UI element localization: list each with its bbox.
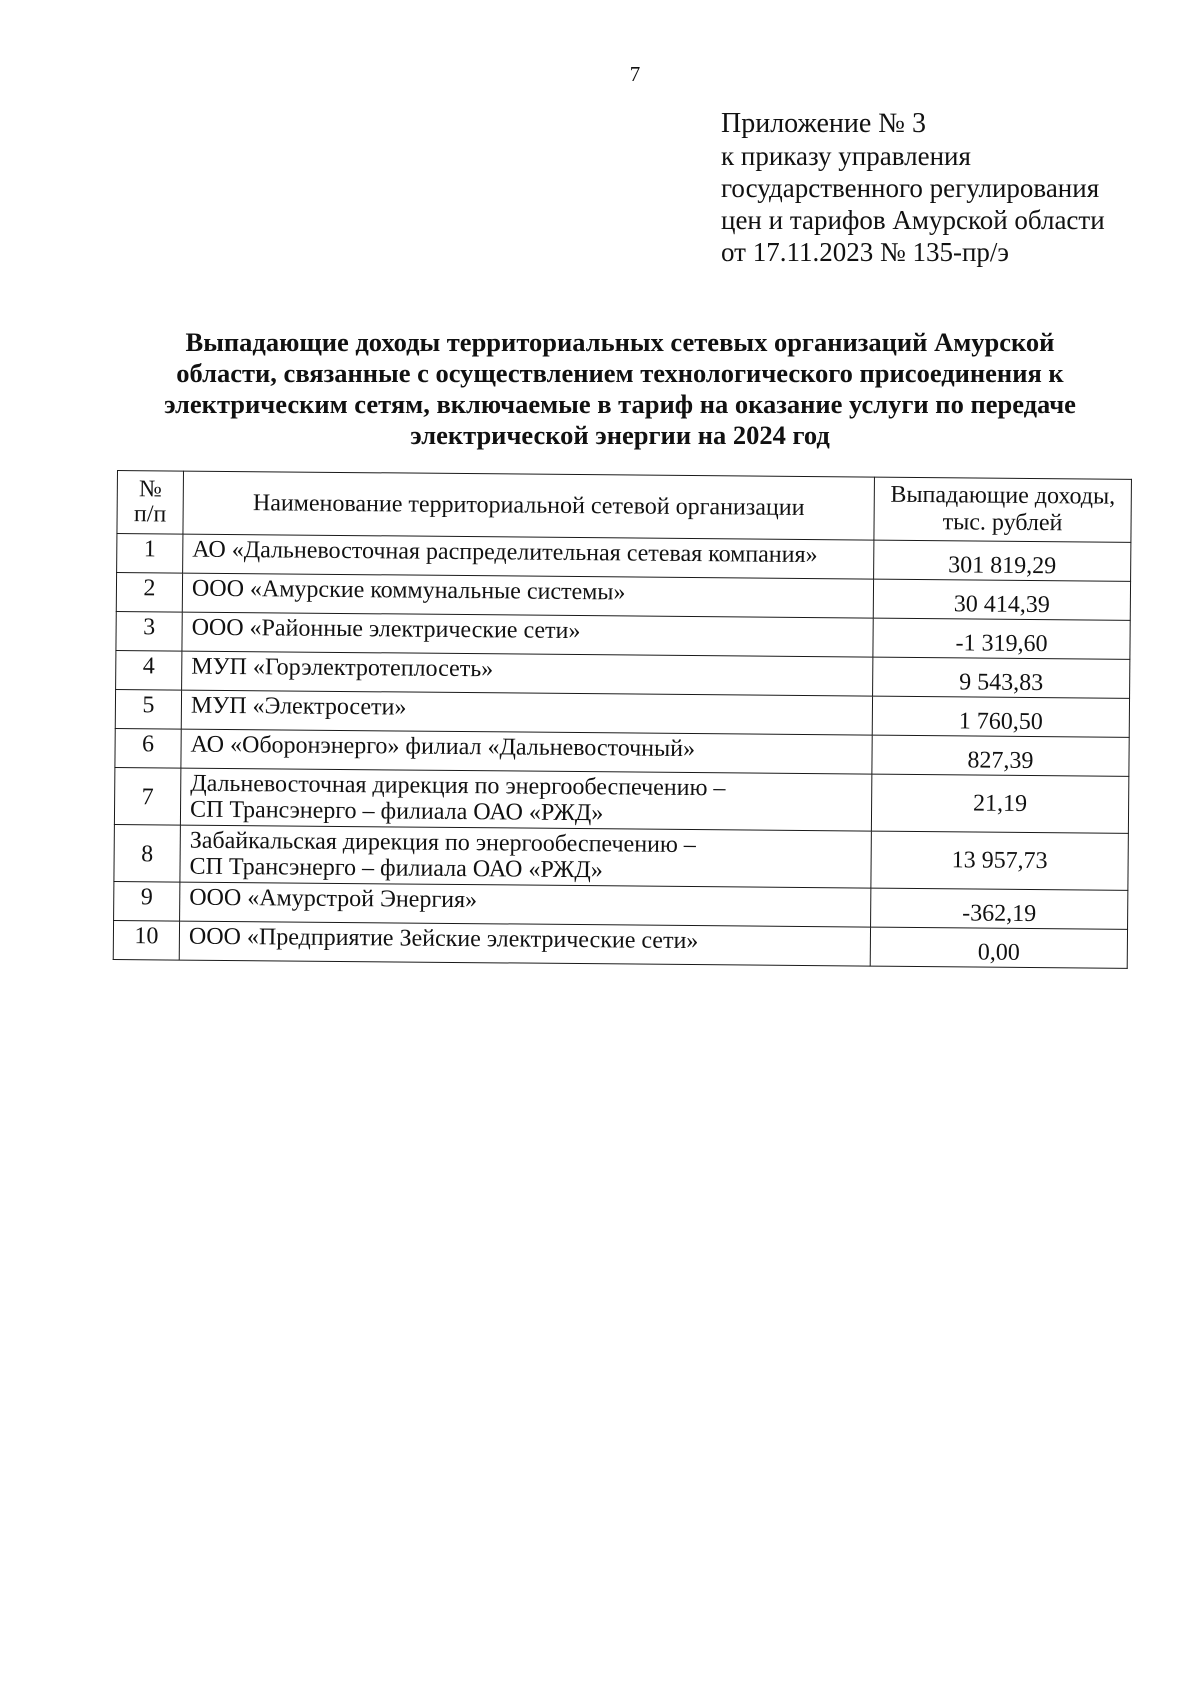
row-number: 3 [116, 611, 182, 651]
row-number: 6 [115, 728, 181, 768]
table-header-row [117, 471, 1132, 543]
organization-name-line: Дальневосточная дирекция по энергообеспечению – [190, 770, 726, 802]
appendix-line: государственного регулирования [721, 173, 1100, 203]
organization-name-line: ООО «Амурстрой Энергия» [189, 884, 478, 914]
organization-name-line: ООО «Амурские коммунальные системы» [191, 575, 626, 606]
row-number: 2 [116, 573, 182, 613]
appendix-header [721, 108, 1105, 268]
row-number: 8 [114, 824, 180, 882]
header-number [117, 471, 184, 535]
title-line: электрическим сетям, включаемые в тариф на оказание услуги по передаче [164, 389, 1076, 419]
organization-name [180, 882, 871, 927]
header-number-line: № [138, 476, 162, 503]
lost-income-value: 9 543,83 [873, 657, 1130, 698]
page-number: 7 [629, 62, 641, 86]
lost-income-value: 30 414,39 [873, 579, 1130, 620]
lost-income-value: 0,00 [870, 927, 1127, 968]
lost-income-value: 301 819,29 [874, 540, 1131, 581]
title-line: электрической энергии на 2024 год [410, 420, 830, 450]
row-number: 9 [114, 881, 180, 921]
appendix-line: Приложение № 3 [721, 108, 926, 139]
lost-income-value: 13 957,73 [871, 831, 1128, 890]
row-number: 7 [114, 767, 180, 825]
table-row [113, 920, 1127, 968]
organization-name-line: ООО «Предприятие Зейские электрические сети» [188, 923, 699, 955]
row-number: 10 [113, 920, 179, 960]
organization-name [180, 768, 871, 831]
row-number: 5 [115, 689, 181, 729]
header-value-line: тыс. рублей [942, 509, 1063, 537]
table-row [114, 824, 1128, 890]
appendix-line: от 17.11.2023 № 135-пр/э [721, 237, 1009, 267]
organization-name [182, 651, 873, 696]
row-number: 1 [117, 534, 183, 574]
organization-name-line: СП Трансэнерго – филиала ОАО «РЖД» [189, 796, 604, 827]
lost-income-value: -1 319,60 [873, 618, 1130, 659]
organization-name [182, 573, 873, 618]
header-organization-name: Наименование территориальной сетевой организации [183, 471, 875, 540]
organizations-table [113, 470, 1132, 969]
header-number-line: п/п [133, 501, 167, 528]
title-line: Выпадающие доходы территориальных сетевых организаций Амурской [185, 327, 1055, 357]
organization-name [183, 534, 874, 579]
organization-name [179, 921, 870, 966]
organization-name-line: АО «Дальневосточная распределительная сетевая компания» [192, 536, 818, 569]
appendix-line: цен и тарифов Амурской области [721, 205, 1105, 235]
organization-name [181, 690, 872, 735]
organization-name [181, 729, 872, 774]
organization-name [182, 612, 873, 657]
organization-name-line: МУП «Электросети» [190, 692, 407, 721]
lost-income-value: -362,19 [871, 888, 1128, 929]
table-row [114, 767, 1128, 833]
organization-name-line: Забайкальская дирекция по энергообеспечению – [189, 827, 696, 859]
appendix-line: к приказу управления [721, 141, 971, 171]
organization-name-line: СП Трансэнерго – филиала ОАО «РЖД» [189, 853, 603, 884]
row-number: 4 [116, 650, 182, 690]
lost-income-value: 21,19 [871, 774, 1128, 833]
document-title [110, 327, 1130, 451]
organization-name-line: МУП «Горэлектротеплосеть» [191, 653, 494, 683]
lost-income-value: 827,39 [872, 735, 1129, 776]
organization-name-line: АО «Оборонэнерго» филиал «Дальневосточный» [190, 731, 696, 763]
title-line: области, связанные с осуществлением технологического присоединения к [176, 358, 1064, 388]
organization-name [180, 825, 871, 888]
organization-name-line: ООО «Районные электрические сети» [191, 614, 581, 645]
header-lost-income [874, 477, 1132, 542]
header-value-line: Выпадающие доходы, [890, 481, 1116, 510]
lost-income-value: 1 760,50 [872, 696, 1129, 737]
